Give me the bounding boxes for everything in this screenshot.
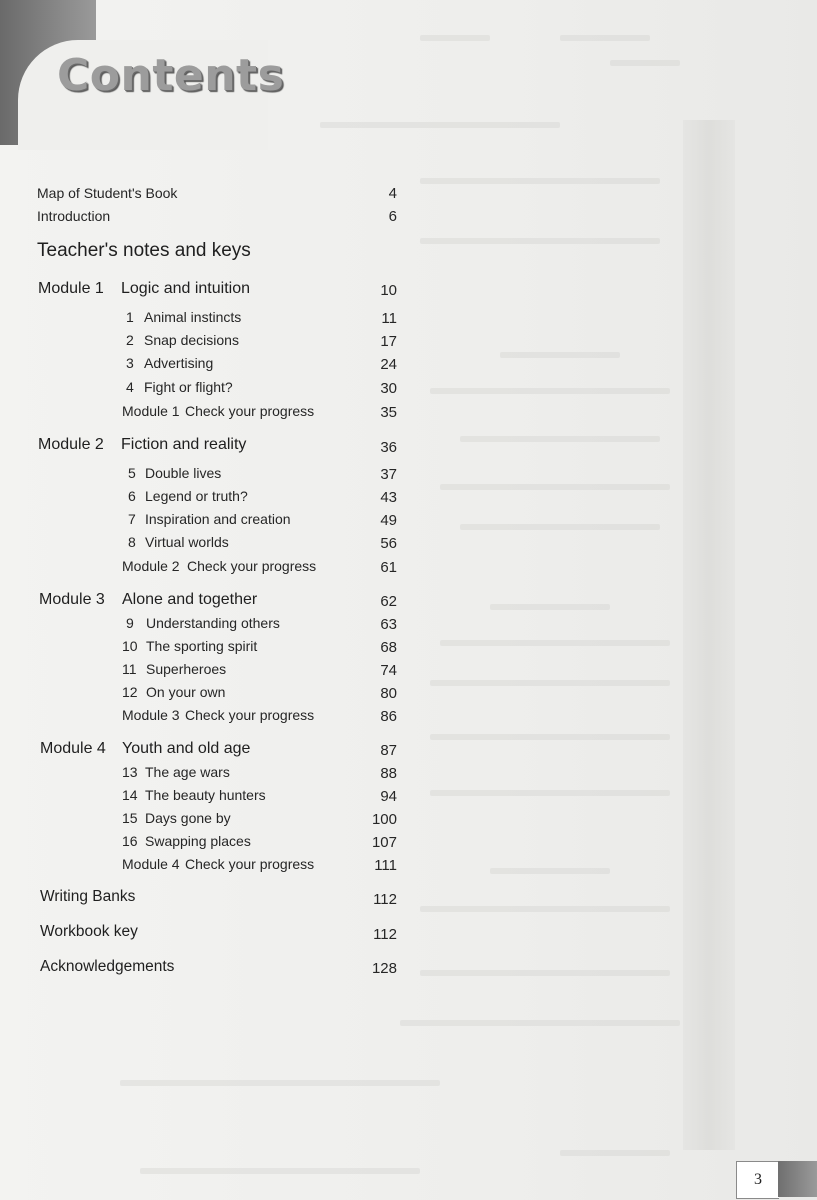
module-name: Logic and intuition	[121, 280, 250, 297]
unit-page: 74	[380, 662, 397, 679]
unit-title: The sporting spirit	[146, 638, 258, 654]
module-name: Fiction and reality	[121, 436, 247, 453]
unit-number: 8	[128, 534, 136, 550]
unit-number: 7	[128, 511, 136, 527]
unit-number: 13	[122, 764, 138, 780]
unit-page: 68	[380, 639, 397, 656]
unit-page: 37	[380, 466, 397, 483]
unit-title: Fight or flight?	[144, 379, 233, 395]
module-label: Module 1	[38, 280, 104, 297]
progress-module-label: Module 2	[122, 558, 180, 574]
module-label: Module 4	[40, 740, 106, 757]
unit-number: 5	[128, 465, 136, 481]
unit-page: 11	[381, 310, 397, 327]
unit-title: Advertising	[144, 355, 214, 371]
unit-number: 11	[122, 661, 137, 677]
unit-number: 12	[122, 684, 138, 700]
progress-text: Check your progress	[187, 558, 317, 574]
unit-number: 6	[128, 488, 136, 504]
unit-title: Virtual worlds	[145, 534, 229, 550]
unit-page: 107	[371, 834, 397, 851]
module-label: Module 3	[39, 591, 105, 608]
unit-page: 63	[380, 616, 397, 633]
unit-title: Animal instincts	[144, 309, 242, 325]
show-through-strip	[683, 120, 735, 1150]
progress-module-label: Module 4	[122, 856, 180, 872]
progress-page: 35	[380, 404, 397, 421]
toc-entry-label: Writing Banks	[40, 888, 136, 905]
unit-number: 1	[126, 309, 134, 325]
unit-number: 2	[126, 332, 134, 348]
toc-entry-page: 4	[388, 185, 397, 202]
unit-title: Snap decisions	[144, 332, 239, 348]
module-label: Module 2	[38, 436, 104, 453]
unit-number: 10	[122, 638, 138, 654]
page-title: Contents	[57, 50, 285, 101]
toc-entry-page: 112	[373, 891, 397, 908]
unit-title: Legend or truth?	[145, 488, 248, 504]
unit-page: 30	[380, 380, 397, 397]
toc-entry-label: Map of Student's Book	[37, 185, 178, 201]
toc-entry-page: 128	[371, 960, 397, 977]
progress-page: 86	[380, 708, 397, 725]
unit-title: Swapping places	[145, 833, 251, 849]
unit-page: 49	[380, 512, 397, 529]
page-number: 3	[736, 1161, 779, 1199]
unit-title: On your own	[146, 684, 226, 700]
section-heading: Teacher's notes and keys	[37, 240, 251, 261]
module-page: 87	[380, 742, 397, 759]
unit-page: 100	[371, 811, 397, 828]
toc-entry-label: Workbook key	[40, 923, 138, 940]
progress-text: Check your progress	[185, 707, 315, 723]
toc-entry-label: Introduction	[37, 208, 111, 224]
unit-number: 16	[122, 833, 138, 849]
unit-title: Double lives	[145, 465, 222, 481]
unit-title: The beauty hunters	[145, 787, 266, 803]
progress-text: Check your progress	[185, 856, 315, 872]
unit-number: 4	[126, 379, 134, 395]
module-page: 36	[380, 439, 397, 456]
unit-title: Inspiration and creation	[145, 511, 291, 527]
unit-page: 17	[380, 333, 397, 350]
unit-page: 56	[380, 535, 397, 552]
unit-title: The age wars	[145, 764, 230, 780]
module-page: 10	[380, 282, 397, 299]
unit-page: 94	[380, 788, 397, 805]
module-name: Alone and together	[122, 591, 258, 608]
progress-page: 111	[374, 857, 397, 874]
progress-page: 61	[380, 559, 397, 576]
unit-number: 9	[126, 615, 134, 631]
toc-entry-label: Acknowledgements	[40, 958, 175, 975]
module-page: 62	[380, 593, 397, 610]
unit-number: 14	[122, 787, 138, 803]
toc-entry-page: 112	[373, 926, 397, 943]
unit-number: 3	[126, 355, 134, 371]
toc-entry-page: 6	[388, 208, 397, 225]
unit-title: Understanding others	[146, 615, 280, 631]
unit-number: 15	[122, 810, 138, 826]
progress-module-label: Module 1	[122, 403, 180, 419]
page-tab	[778, 1161, 817, 1197]
progress-module-label: Module 3	[122, 707, 180, 723]
unit-title: Superheroes	[146, 661, 227, 677]
unit-page: 43	[380, 489, 397, 506]
unit-page: 24	[380, 356, 397, 373]
unit-page: 88	[380, 765, 397, 782]
progress-text: Check your progress	[185, 403, 315, 419]
unit-title: Days gone by	[145, 810, 231, 826]
module-name: Youth and old age	[122, 740, 251, 757]
unit-page: 80	[380, 685, 397, 702]
